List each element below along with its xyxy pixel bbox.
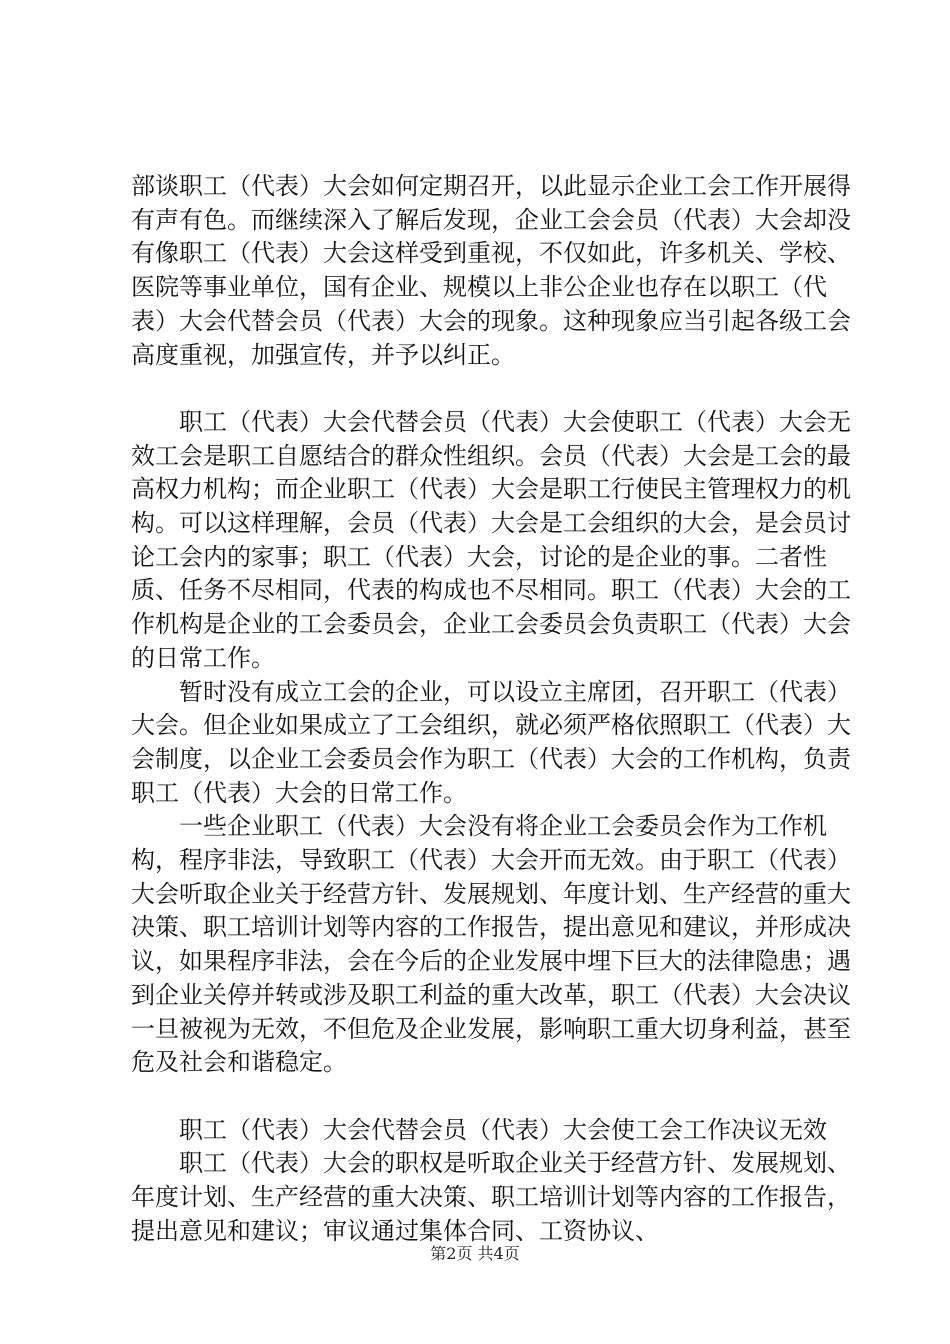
paragraph-2: 职工（代表）大会代替会员（代表）大会使职工（代表）大会无效工会是职工自愿结合的群众性组织。会员（代表）大会是工会的最高权力机构；而企业职工（代表）大会是职工行使民主管理权力的机构。可以这样理解，会员（代表）大会是工会组织的大会，是会员讨论工会内的家事；职工（代表）大会，讨论的是企业的事。二者性质、任务不尽相同，代表的构成也不尽相同。职工（代表）大会的工作机构是企业的工会委员会，企业工会委员会负责职工（代表）大会的日常工作。 <box>131 407 851 672</box>
section-heading: 职工（代表）大会代替会员（代表）大会使工会工作决议无效 <box>179 1115 827 1144</box>
page-number-footer: 第2页 共4页 <box>430 1244 520 1263</box>
paragraph-3: 暂时没有成立工会的企业，可以设立主席团，召开职工（代表）大会。但企业如果成立了工会组织，就必须严格依照职工（代表）大会制度，以企业工会委员会作为职工（代表）大会的工作机构，负责职工（代表）大会的日常工作。 <box>131 677 851 807</box>
paragraph-4: 一些企业职工（代表）大会没有将企业工会委员会作为工作机构，程序非法，导致职工（代表）大会开而无效。由于职工（代表）大会听取企业关于经营方针、发展规划、年度计划、生产经营的重大决策、职工培训计划等内容的工作报告，提出意见和建议，并形成决议，如果程序非法，会在今后的企业发展中埋下巨大的法律隐患；遇到企业关停并转或涉及职工利益的重大改革，职工（代表）大会决议一旦被视为无效，不但危及企业发展，影响职工重大切身利益，甚至危及社会和谐稳定。 <box>131 812 851 1077</box>
paragraph-1: 部谈职工（代表）大会如何定期召开，以此显示企业工会工作开展得有声有色。而继续深入了解后发现，企业工会会员（代表）大会却没有像职工（代表）大会这样受到重视，不仅如此，许多机关、学校、医院等事业单位，国有企业、规模以上非公企业也存在以职工（代表）大会代替会员（代表）大会的现象。这种现象应当引起各级工会高度重视，加强宣传，并予以纠正。 <box>131 172 851 369</box>
paragraph-5: 职工（代表）大会的职权是听取企业关于经营方针、发展规划、年度计划、生产经营的重大决策、职工培训计划等内容的工作报告，提出意见和建议；审议通过集体合同、工资协议、 <box>131 1149 851 1245</box>
document-body <box>131 170 851 1248</box>
